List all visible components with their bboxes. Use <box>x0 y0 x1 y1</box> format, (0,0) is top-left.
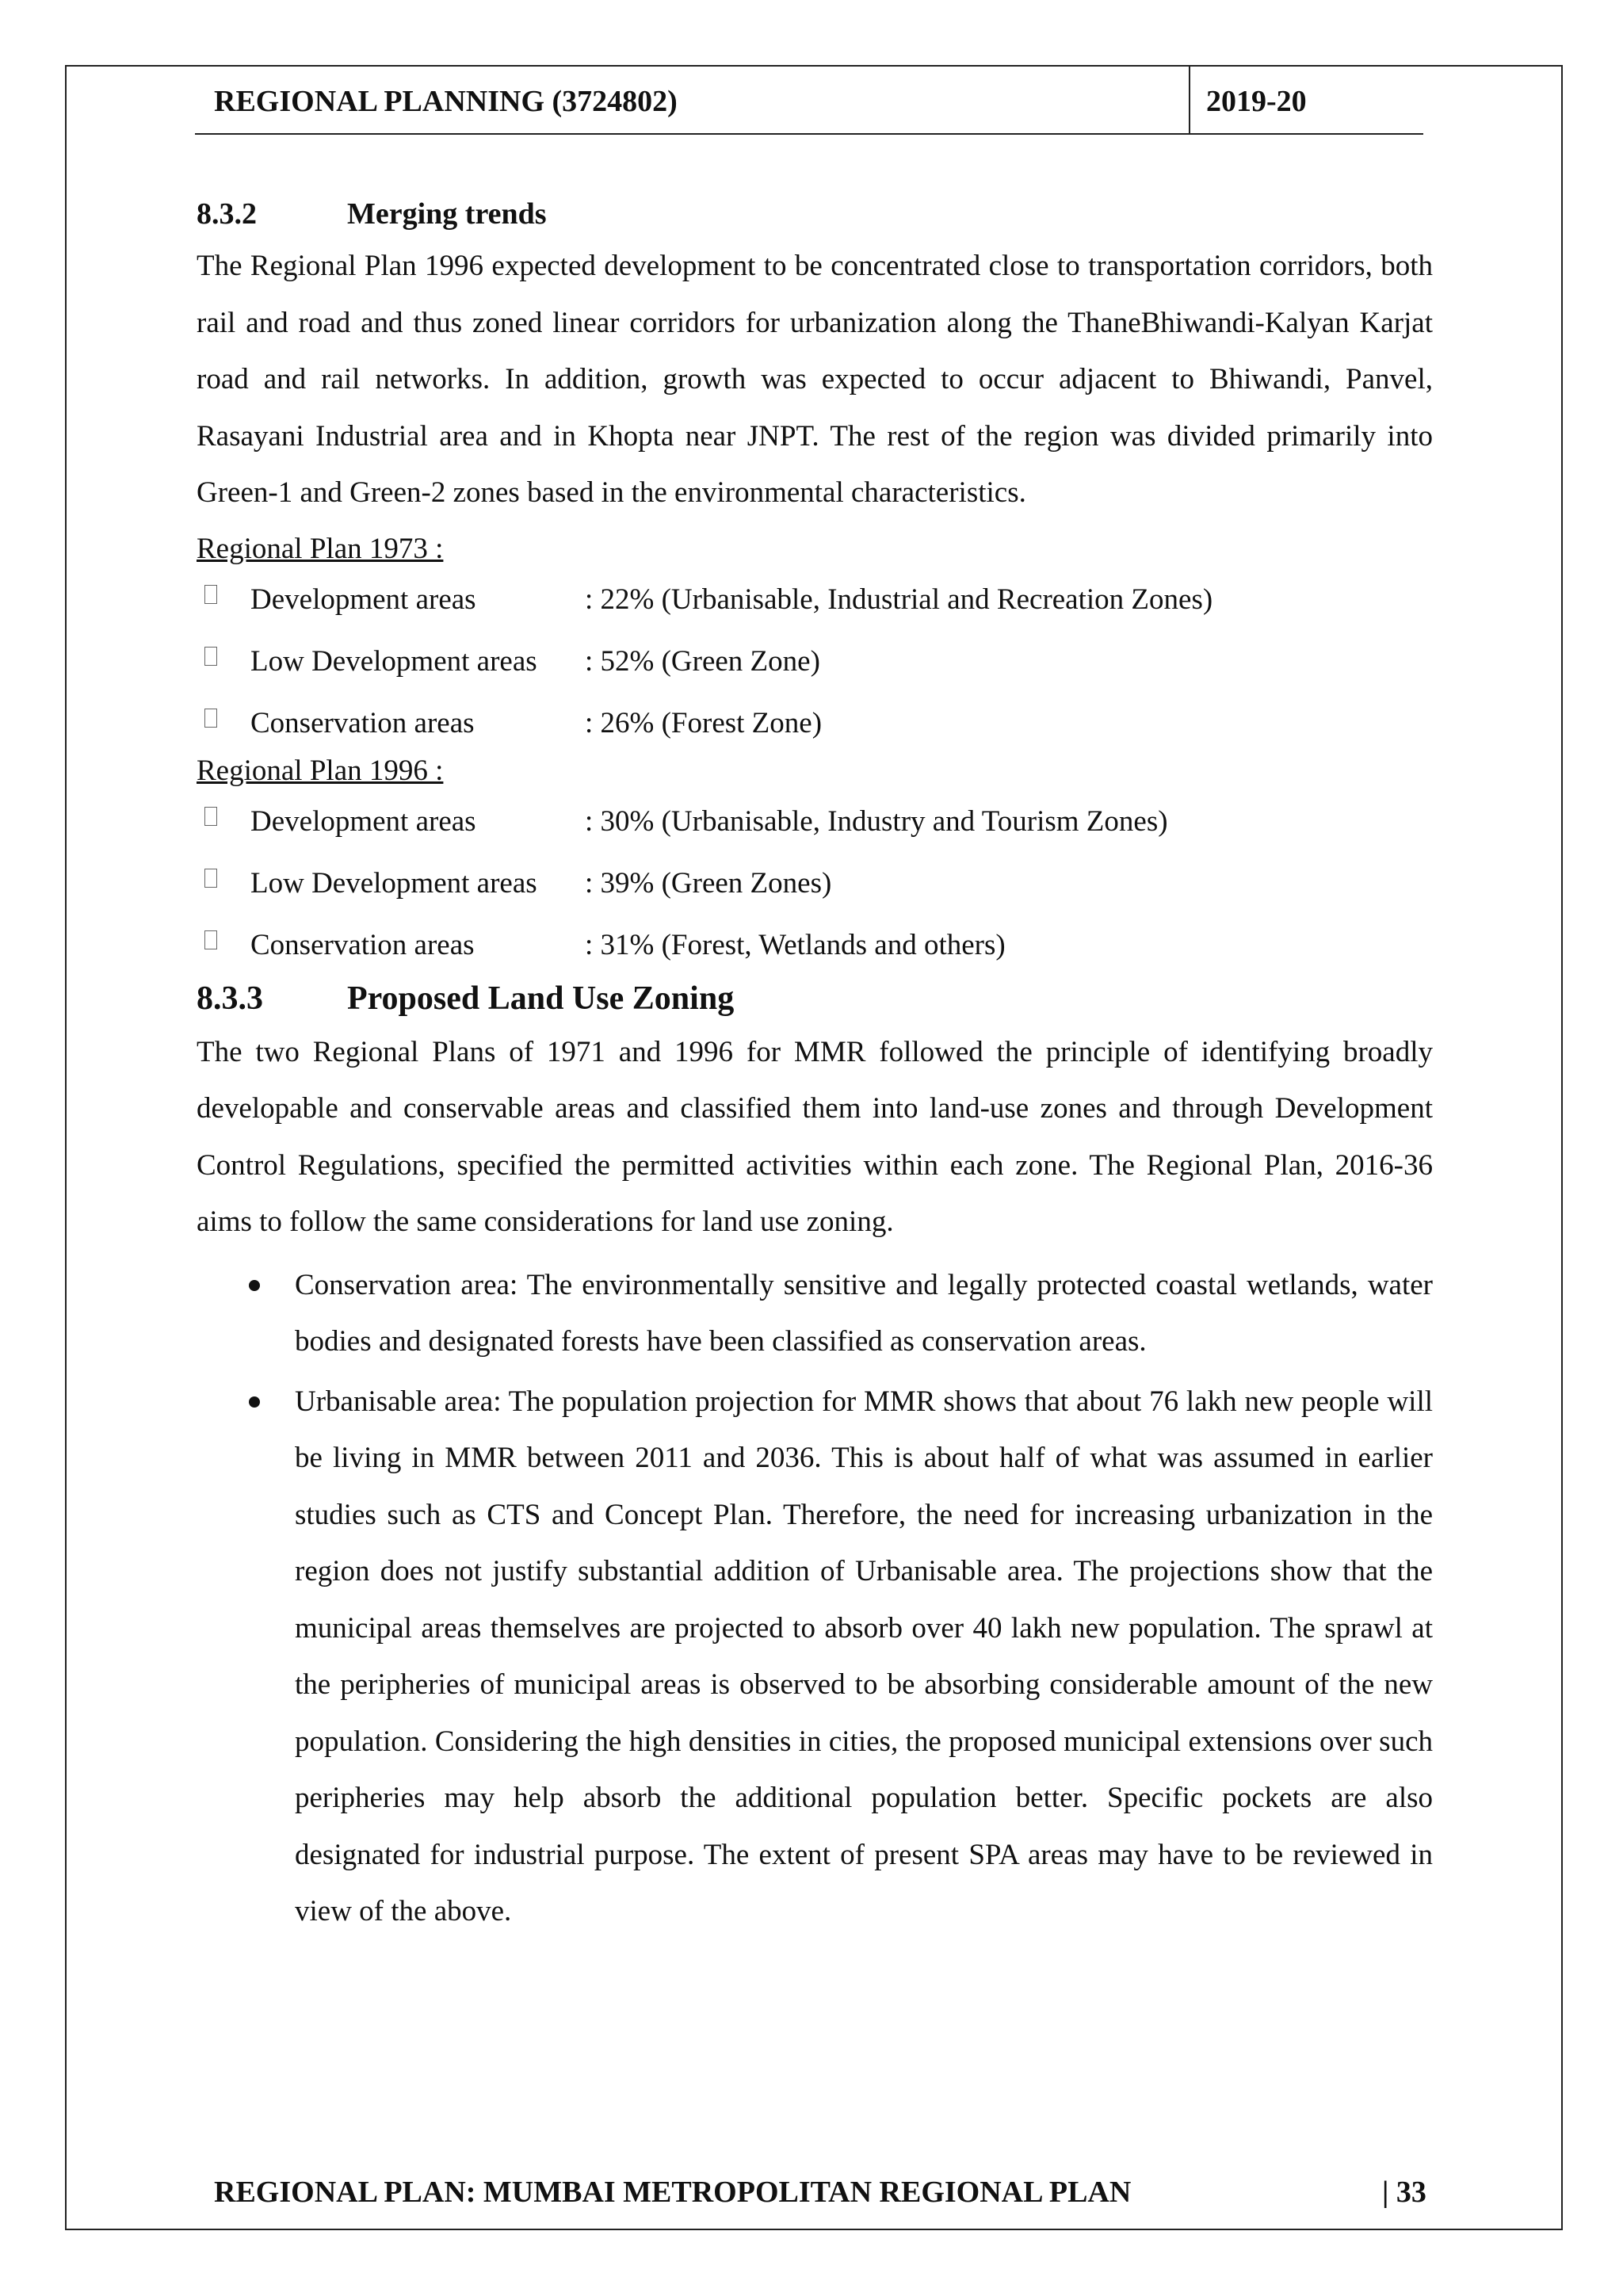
checkbox-glyph-icon <box>204 807 217 826</box>
item-value: : 52% (Green Zone) <box>585 644 820 678</box>
item-value: : 22% (Urbanisable, Industrial and Recreation Zones) <box>585 583 1213 616</box>
header-title: REGIONAL PLANNING (3724802) <box>214 85 678 118</box>
item-value: : 30% (Urbanisable, Industry and Tourism Zones) <box>585 804 1168 838</box>
bullet-icon <box>249 1396 260 1408</box>
header-divider <box>1189 67 1190 135</box>
checkbox-glyph-icon <box>204 869 217 888</box>
section-heading-833 <box>197 973 1433 1024</box>
footer-title: REGIONAL PLAN: MUMBAI METROPOLITAN REGIONAL PLAN <box>214 2176 1132 2209</box>
section-number: 8.3.2 <box>197 197 257 231</box>
section-heading-832 <box>197 190 1433 238</box>
plan-1973-item <box>197 642 1433 682</box>
bullet-list <box>197 1257 1433 1940</box>
item-label: Low Development areas <box>250 644 537 678</box>
item-label: Low Development areas <box>250 866 537 900</box>
bullet-icon <box>249 1280 260 1291</box>
item-label: Development areas <box>250 804 476 838</box>
item-label: Development areas <box>250 583 476 616</box>
plan-1973-title: Regional Plan 1973 : <box>197 532 444 565</box>
plan-1996-item <box>197 864 1433 904</box>
plan-1973-item <box>197 704 1433 743</box>
bullet-item <box>295 1373 1433 1940</box>
item-value: : 26% (Forest Zone) <box>585 706 823 739</box>
checkbox-glyph-icon <box>204 930 217 949</box>
paragraph-land-use-zoning: The two Regional Plans of 1971 and 1996 for MMR followed the principle of identifying broadly developable and conservable areas and classified them into land-use zones and through Development Control Regulations, specified the permitted activities within each zone. The Regional Plan, 2016-36 aims to follow the same considerations for land use zoning. <box>197 1035 1433 1238</box>
page-content <box>197 190 1433 1943</box>
plan-1973-item <box>197 580 1433 620</box>
plan-1996-item <box>197 802 1433 842</box>
item-value: : 31% (Forest, Wetlands and others) <box>585 928 1006 961</box>
header-rule <box>195 133 1423 135</box>
page-number: | 33 <box>1382 2176 1426 2209</box>
bullet-item <box>295 1257 1433 1370</box>
item-label: Conservation areas <box>250 706 475 739</box>
plan-1996-item <box>197 926 1433 965</box>
section-title: Merging trends <box>347 197 547 231</box>
checkbox-glyph-icon <box>204 585 217 604</box>
item-value: : 39% (Green Zones) <box>585 866 832 900</box>
checkbox-glyph-icon <box>204 709 217 728</box>
item-label: Conservation areas <box>250 928 475 961</box>
checkbox-glyph-icon <box>204 647 217 666</box>
header-year: 2019-20 <box>1206 85 1307 118</box>
paragraph-merging-trends: The Regional Plan 1996 expected development to be concentrated close to transportation corridors, both rail and road and thus zoned linear corridors for urbanization along the ThaneBhiwandi-Kalyan Karjat road and rail networks. In addition, growth was expected to occur adjacent to Bhiwandi, Panvel, Rasayani Industrial area and in Khopta near JNPT. The rest of the region was divided primarily into Green-1 and Green-2 zones based in the environmental characteristics. <box>197 250 1433 509</box>
section-title: Proposed Land Use Zoning <box>347 980 735 1017</box>
section-number: 8.3.3 <box>197 980 263 1017</box>
bullet-text: Conservation area: The environmentally sensitive and legally protected coastal wetlands, water bodies and designated forests have been classified as conservation areas. <box>295 1268 1433 1358</box>
plan-1996-title: Regional Plan 1996 : <box>197 754 444 787</box>
bullet-text: Urbanisable area: The population projection for MMR shows that about 76 lakh new people will be living in MMR between 2011 and 2036. This is about half of what was assumed in earlier studies such as CTS and Concept Plan. Therefore, the need for increasing urbanization in the region does not justify substantial addition of Urbanisable area. The projections show that the municipal areas themselves are projected to absorb over 40 lakh new population. The sprawl at the peripheries of municipal areas is observed to be absorbing considerable amount of the new population. Considering the high densities in cities, the proposed municipal extensions over such peripheries may help absorb the additional population better. Specific pockets are also designated for industrial purpose. The extent of present SPA areas may have to be reviewed in view of the above. <box>295 1385 1433 1927</box>
